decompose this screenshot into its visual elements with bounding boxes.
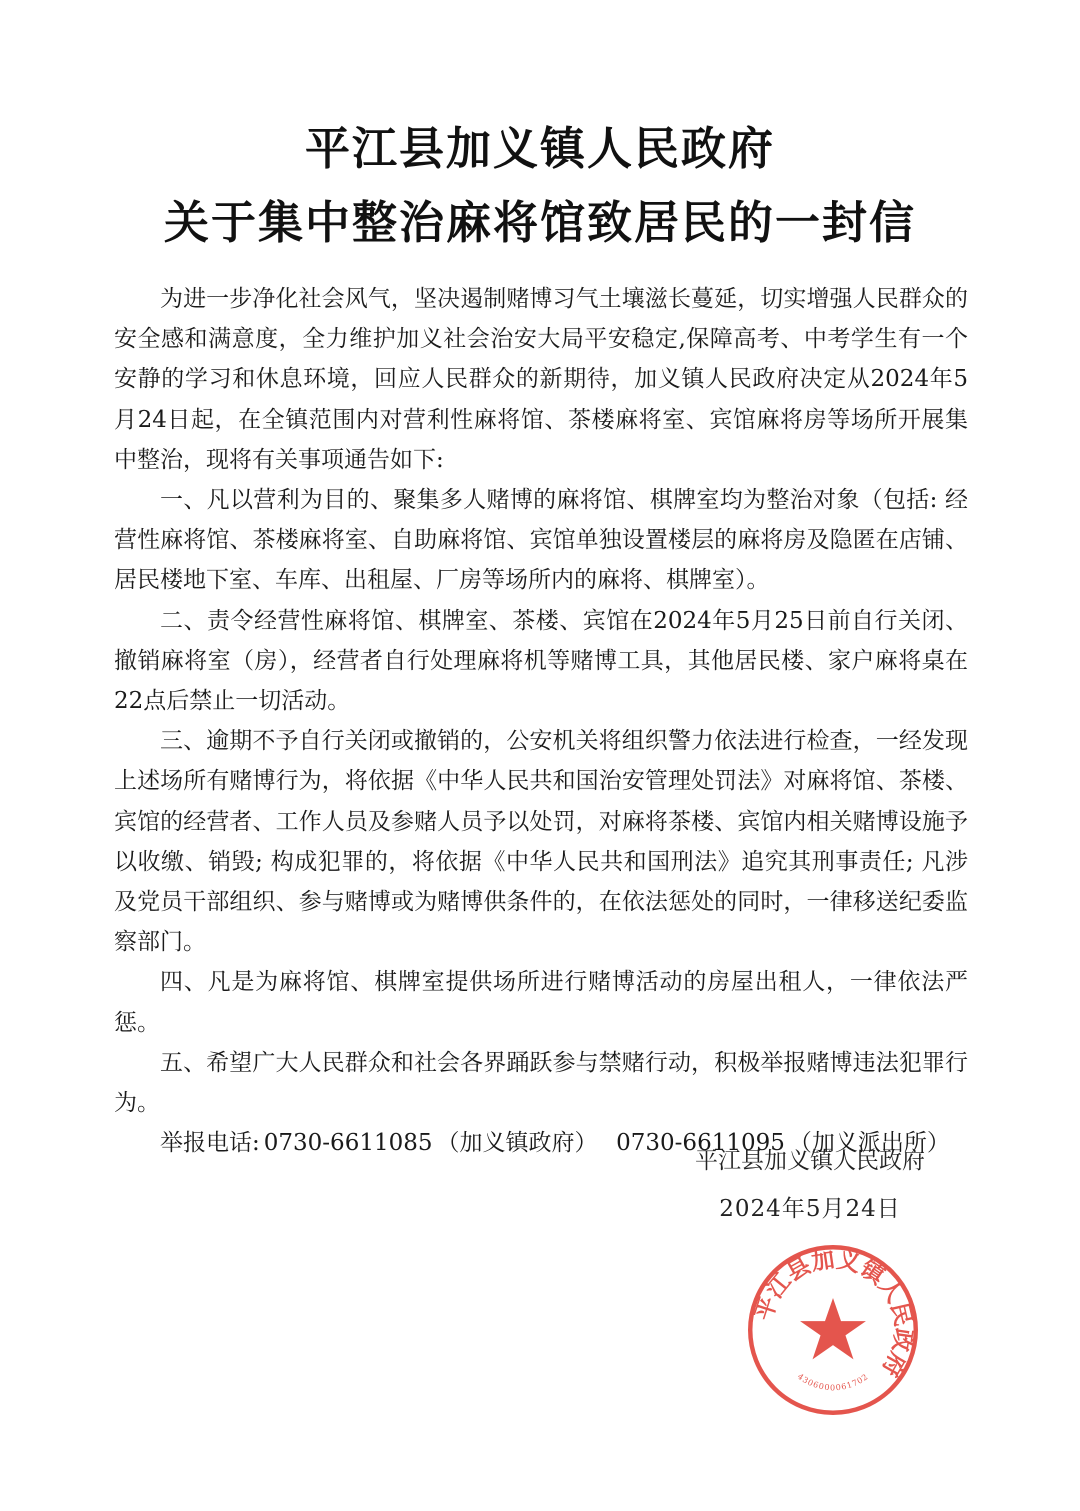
hotline-label: 举报电话: <box>160 1130 260 1157</box>
paragraph-item-5: 五、希望广大人民群众和社会各界踊跃参与禁赌行动，积极举报赌博违法犯罪行为。 <box>114 1049 968 1117</box>
hotline-phone-police-station: 0730-6611095 <box>616 1130 785 1157</box>
hotline-phone-town-government: 0730-6611085 <box>263 1130 433 1157</box>
official-seal-stamp <box>744 1241 922 1419</box>
paragraph-item-4: 四、凡是为麻将馆、棋牌室提供场所进行赌博活动的房屋出租人，一律依法严惩。 <box>114 969 968 1036</box>
document-title <box>0 112 1080 260</box>
paragraph-item-3: 三、逾期不予自行关闭或撤销的，公安机关将组织警力依法进行检查，一经发现上述场所有赌博行为，将依据《中华人民共和国治安管理处罚法》对麻将馆、茶楼、宾馆的经营者、工作人员及参赌人员予以处罚，对麻将茶楼、宾馆内相关赌博设施予以收缴、销毁; 构成犯罪的，将依据《中华人民共和国刑法》追究其刑事责任; 凡涉及党员干部组织、参与赌博或为赌博供条件的，在依法惩处的同时，一律移送纪委监察部门。 <box>114 728 968 956</box>
signature-organization: 平江县加义镇人民政府 <box>695 1148 925 1174</box>
paragraph-item-2: 二、责令经营性麻将馆、棋牌室、茶楼、宾馆在2024年5月25日前自行关闭、撤销麻将室（房），经营者自行处理麻将机等赌博工具，其他居民楼、家户麻将桌在22点后禁止一切活动。 <box>114 607 968 715</box>
seal-serial-number: 4306000061702 <box>795 1371 871 1393</box>
letter-body <box>114 279 968 1163</box>
hotline-org-town-government: （加义镇政府） <box>436 1130 598 1157</box>
paragraph-intro: 为进一步净化社会风气，坚决遏制赌博习气土壤滋长蔓延，切实增强人民群众的安全感和满意度，全力维护加义社会治安大局平安稳定,保障高考、中考学生有一个安静的学习和休息环境，回应人民群众的新期待，加义镇人民政府决定从2024年5月24日起，在全镇范围内对营利性麻将馆、茶楼麻将室、宾馆麻将房等场所开展集中整治，现将有关事项通告如下: <box>114 286 968 473</box>
seal-star-icon <box>800 1298 866 1359</box>
paragraph-item-1: 一、凡以营利为目的、聚集多人赌博的麻将馆、棋牌室均为整治对象（包括: 经营性麻将馆、茶楼麻将室、自助麻将馆、宾馆单独设置楼层的麻将房及隐匿在店铺、居民楼地下室、车库、出租屋、厂房等场所内的麻将、棋牌室）。 <box>114 487 968 594</box>
seal-outer-text: 平江县加义镇人民政府 <box>750 1245 918 1382</box>
hotline-org-police-station: （加义派出所） <box>788 1130 950 1157</box>
signature-date: 2024年5月24日 <box>719 1196 901 1222</box>
title-line-subject: 关于集中整治麻将馆致居民的一封信 <box>163 196 916 249</box>
title-line-issuer: 平江县加义镇人民政府 <box>304 122 775 175</box>
signature-block <box>660 1137 960 1233</box>
